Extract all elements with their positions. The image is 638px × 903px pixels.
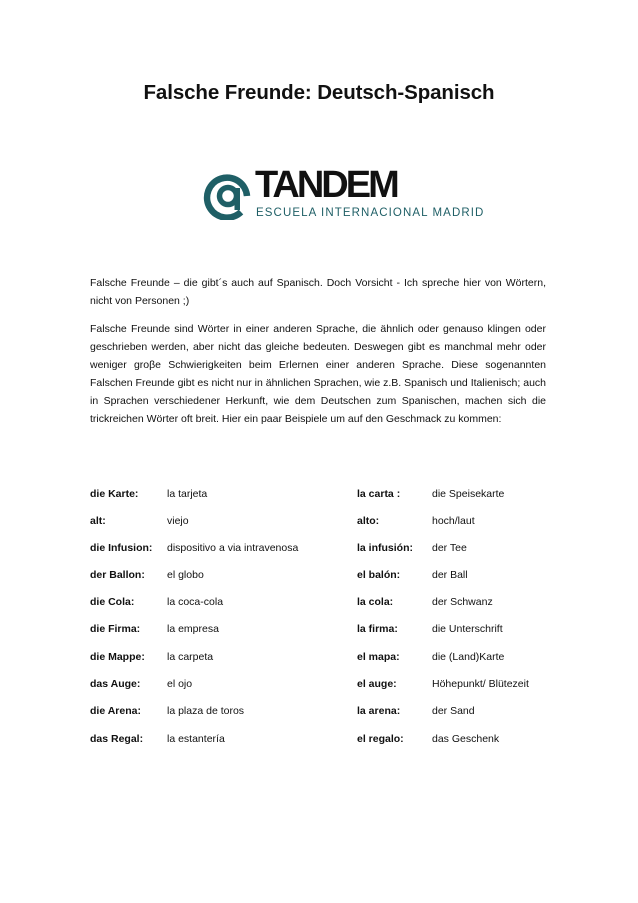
spanish-word: el auge: — [357, 678, 397, 690]
spanish-word: la carta : — [357, 488, 401, 500]
spanish-translation: la tarjeta — [167, 488, 208, 500]
german-word: das Regal: — [90, 733, 144, 745]
german-translation: der Tee — [432, 542, 467, 554]
tandem-at-icon — [203, 170, 253, 220]
spanish-word: alto: — [357, 515, 380, 527]
spanish-translation: la estantería — [167, 733, 225, 745]
logo-wordmark: TANDEM — [255, 164, 397, 206]
logo-subtitle: ESCUELA INTERNACIONAL MADRID — [256, 207, 485, 219]
german-translation: der Ball — [432, 569, 468, 581]
spanish-translation: viejo — [167, 515, 189, 527]
spanish-word: la arena: — [357, 705, 401, 717]
german-translation: der Sand — [432, 705, 475, 717]
german-translation: das Geschenk — [432, 733, 500, 745]
spanish-word: la cola: — [357, 596, 394, 608]
german-word: die Firma: — [90, 623, 141, 635]
table-row — [0, 620, 638, 638]
spanish-word: la infusión: — [357, 542, 413, 554]
table-row — [0, 566, 638, 584]
spanish-translation: dispositivo a via intravenosa — [167, 542, 299, 554]
german-word: das Auge: — [90, 678, 141, 690]
tandem-logo — [203, 164, 485, 220]
intro-paragraph: Falsche Freunde – die gibt´s auch auf Spanisch. Doch Vorsicht - Ich spreche hier von Wörtern, nicht von Personen ;) — [90, 277, 546, 307]
table-row — [0, 730, 638, 748]
table-row — [0, 675, 638, 693]
german-word: die Karte: — [90, 488, 139, 500]
german-translation: die (Land)Karte — [432, 651, 505, 663]
german-translation: der Schwanz — [432, 596, 493, 608]
german-translation: hoch/laut — [432, 515, 475, 527]
german-translation: Höhepunkt/ Blütezeit — [432, 678, 529, 690]
german-word: die Infusion: — [90, 542, 153, 554]
spanish-word: la firma: — [357, 623, 398, 635]
german-word: die Cola: — [90, 596, 135, 608]
german-word: die Arena: — [90, 705, 141, 717]
spanish-translation: el ojo — [167, 678, 193, 690]
german-translation: die Speisekarte — [432, 488, 505, 500]
spanish-word: el mapa: — [357, 651, 400, 663]
table-row — [0, 539, 638, 557]
table-row — [0, 485, 638, 503]
spanish-word: el balón: — [357, 569, 401, 581]
page-title: Falsche Freunde: Deutsch-Spanisch — [143, 81, 495, 104]
table-row — [0, 512, 638, 530]
spanish-translation: el globo — [167, 569, 204, 581]
spanish-word: el regalo: — [357, 733, 404, 745]
spanish-translation: la empresa — [167, 623, 219, 635]
spanish-translation: la coca-cola — [167, 596, 224, 608]
table-row — [0, 648, 638, 666]
german-word: der Ballon: — [90, 569, 145, 581]
explanation-paragraph: Falsche Freunde sind Wörter in einer anderen Sprache, die ähnlich oder genauso klingen oder geschrieben werden, aber nicht das gleiche bedeuten. Deswegen gibt es manchmal mehr oder weniger groβe Schwierigkeiten beim Erlernen einer anderen Sprache. Diese sogenannten Falschen Freunde gibt es nicht nur in ähnlichen Sprachen, wie z.B. Spanisch und Italienisch; auch in Sprachen verschiedener Herkunft, wie dem Deutschen zum Spanischen, machen sich die trickreichen Wörter oft breit. Hier ein paar Beispiele um auf den Geschmack zu kommen: — [90, 323, 546, 425]
german-translation: die Unterschrift — [432, 623, 503, 635]
table-row — [0, 593, 638, 611]
german-word: die Mappe: — [90, 651, 145, 663]
spanish-translation: la carpeta — [167, 651, 214, 663]
table-row — [0, 702, 638, 720]
german-word: alt: — [90, 515, 106, 527]
spanish-translation: la plaza de toros — [167, 705, 245, 717]
